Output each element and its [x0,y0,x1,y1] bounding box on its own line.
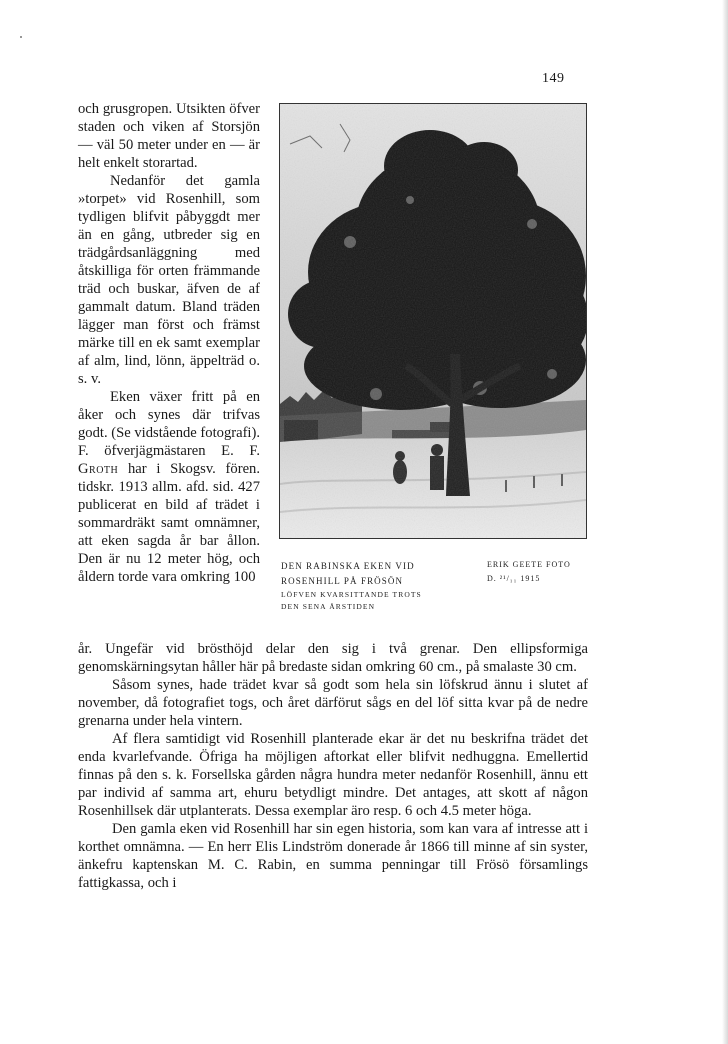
paragraph: Af flera samtidigt vid Rosenhill planterade ekar är det nu beskrifna trädet det enda kvarlefvande. Öfriga ha möjligen aftorkat eller blifvit nedhuggna. Emellertid finnas på den s. k. Forsellska gården några hundra meter nedanför Rosenhill, ännu ett par individ af samma art, ehuru betydligt mindre. Det antages, att skott af någon Rosenhillsek där utplanterats. Dessa exemplar äro resp. 6 och 4.5 meter höga. [78,731,588,819]
photo-credit [487,558,591,586]
paragraph: Såsom synes, hade trädet kvar så godt som hela sin löfskrud ännu i slutet af november, då fotografiet togs, och året därförut sågs en del löf sitta kvar på de nedre grenarna under hela vintern. [78,677,588,729]
oak-tree-photograph [279,103,587,539]
paragraph-text: Eken växer fritt på en åker och synes där trifvas godt. (Se vidstående fotografi). F. öfverjägmästaren E. F. [78,389,260,459]
paragraph: Den gamla eken vid Rosenhill har sin egen historia, som kan vara af intresse att i korthet omnämna. — En herr Elis Lindström donerade år 1866 till minne af sin syster, änkefru kaptenskan M. C. Rabin, en summa penningar till Frösö församlings fattigkassa, och i [78,821,588,891]
page-edge-shadow [722,0,728,1044]
caption-title: DEN RABINSKA EKEN VID [281,561,415,571]
photo-credit-name: ERIK GEETE FOTO [487,560,571,569]
left-column-text [78,100,260,586]
paragraph-text: har i Skogsv. fören. tidskr. 1913 allm. afd. sid. 427 publicerat en bild af trädet i sommardräkt samt omnämner, att eken sagda år bar ållon. Den är nu 12 meter hög, och åldern torde vara omkring 100 [78,461,260,585]
author-name: Groth [78,461,119,477]
paragraph [78,388,260,586]
caption-note: DEN SENA ÅRSTIDEN [281,602,376,611]
caption-note: LÖFVEN KVARSITTANDE TROTS [281,590,422,599]
paragraph: och grusgropen. Utsikten öfver staden och viken af Storsjön — väl 50 meter under en — är helt enkelt storartad. [78,101,260,171]
paragraph: år. Ungefär vid brösthöjd delar den sig i två grenar. Den ellipsformiga genomskärningsytan håller här på bredaste sidan omkring 60 cm., på smalaste 30 cm. [78,641,588,675]
caption-title: ROSENHILL PÅ FRÖSÖN [281,576,404,586]
page-number: 149 [542,71,565,86]
full-width-text [78,640,588,892]
scan-speck [20,36,22,38]
photo-credit-date: D. ²¹/₁₁ 1915 [487,574,541,583]
tree-photo-illustration [280,104,586,538]
paragraph: Nedanför det gamla »torpet» vid Rosenhill, som tydligen blifvit påbyggdt mer än en gång, utbreder sig en trädgårdsanläggning med åtskilliga för orten främmande träd och buskar, äfven de af gammalt datum. Bland träden lägger man först och främst märke till en ek samt exemplar af alm, lind, lönn, äppelträd o. s. v. [78,173,260,387]
photo-caption [281,559,481,613]
